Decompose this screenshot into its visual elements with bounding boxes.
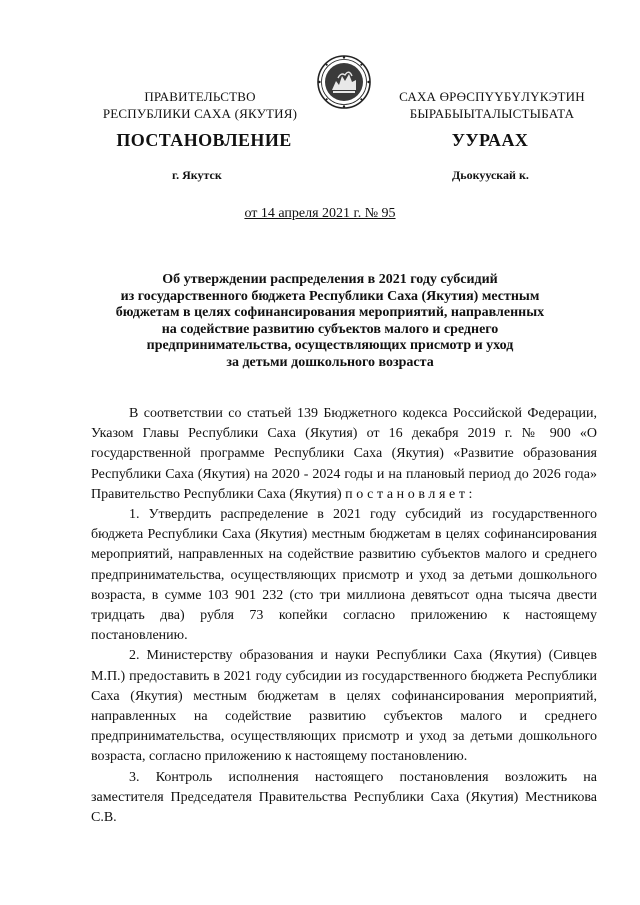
intro-text: В соответствии со статьей 139 Бюджетного кодекса Российской Федерации, Указом Главы Республики Саха (Якутия) от 16 декабря 2019 г. № 900 «О государственной программе Республики Саха (Якутия) «Развитие образования Республики Саха (Якутия) на 2020 - 2024 годы и на плановый период до 2026 года» Правительство Республики Саха (Якутия)	[91, 406, 597, 502]
header-right-line: САХА ӨРӨСПҮҮБҮЛҮКЭТИН	[399, 89, 585, 104]
header-right-line: БЫРАБЫЫТАЛЫСТЫБАТА	[409, 106, 575, 121]
government-name-sakha	[378, 88, 606, 122]
clause-2: 2. Министерству образования и науки Республики Саха (Якутия) (Сивцев М.П.) предоставить в 2021 году субсидии из государственного бюджета Республики Саха (Якутия) местным бюджетам в целях софинансирования мероприятий, направленных на содействие развитию субъектов малого и среднего предпринимательства, осуществляющих присмотр и уход за детьми дошкольного возраста, согласно приложению к настоящему постановлению.	[91, 648, 597, 765]
header-left-line: ПРАВИТЕЛЬСТВО	[144, 89, 256, 104]
decree-title	[80, 272, 580, 372]
city-sakha: Дьокуускай к.	[452, 168, 529, 182]
clause-1: 1. Утвердить распределение в 2021 году субсидий из государственного бюджета Республики Саха (Якутия) местным бюджетам в целях софинансирования мероприятий, направленных на содействие развитию субъектов малого и среднего предпринимательства, осуществляющих присмотр и уход за детьми дошкольного возраста, в сумме 103 901 232 (сто три миллиона девятьсот одна тысяча двести тридцать два) рубля 73 копейки согласно приложению к настоящему постановлению.	[91, 507, 597, 644]
title-line: бюджетам в целях софинансирования мероприятий, направленных	[115, 305, 545, 321]
title-line: из государственного бюджета Республики Саха (Якутия) местным	[120, 288, 540, 304]
title-line: за детьми дошкольного возраста	[226, 354, 434, 370]
decree-date-number: от 14 апреля 2021 г. № 95	[244, 206, 396, 221]
clause-3: 3. Контроль исполнения настоящего постановления возложить на заместителя Председателя Правительства Республики Саха (Якутия) Местникова С.В.	[91, 769, 597, 826]
coat-of-arms-icon	[316, 54, 372, 110]
decree-word: постановляет:	[345, 486, 477, 502]
doc-type-russian: ПОСТАНОВЛЕНИЕ	[116, 130, 292, 150]
intro-paragraph	[91, 404, 597, 505]
header-left-line: РЕСПУБЛИКИ САХА (ЯКУТИЯ)	[102, 106, 298, 121]
doc-type-sakha: УУРААХ	[451, 130, 529, 150]
city-russian: г. Якутск	[172, 168, 222, 182]
title-line: Об утверждении распределения в 2021 году субсидий	[162, 272, 498, 287]
decree-body	[91, 404, 597, 828]
title-line: предпринимательства, осуществляющих присмотр и уход	[146, 338, 514, 354]
title-line: на содействие развитию субъектов малого и среднего	[161, 321, 499, 337]
government-name-russian	[100, 88, 300, 122]
